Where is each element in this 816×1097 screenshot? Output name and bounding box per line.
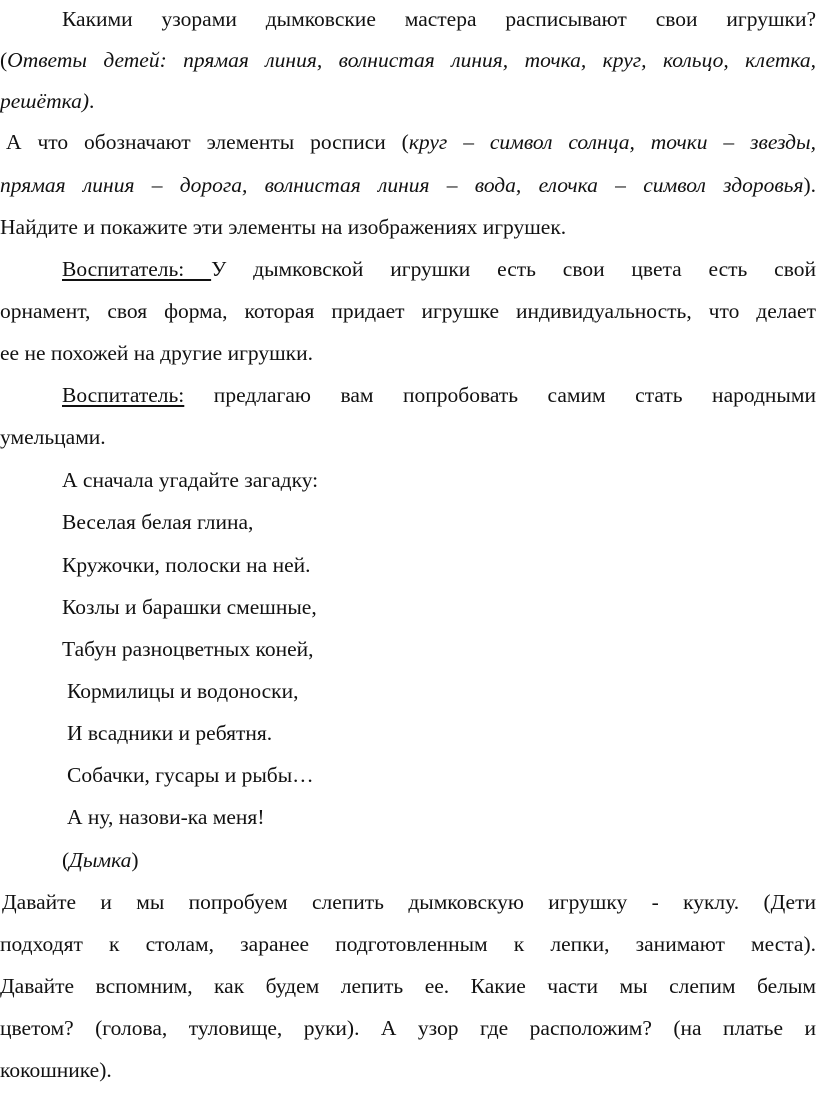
riddle-intro-text: А сначала угадайте загадку: — [62, 468, 319, 492]
teacher-label: Воспитатель: — [62, 257, 212, 281]
answer-line-2 — [0, 86, 816, 116]
elements-line-3 — [0, 212, 816, 242]
teacher2-text-2: умельцами. — [0, 425, 106, 449]
riddle-line-text: Кормилицы и водоноски, — [67, 679, 299, 703]
activity-line-1 — [0, 887, 816, 917]
elements-line-1 — [0, 127, 816, 157]
riddle-line-text: Кружочки, полоски на ней. — [62, 553, 311, 577]
riddle-line — [0, 760, 816, 790]
riddle-line — [0, 802, 816, 832]
teacher-text-2: орнамент, своя форма, которая придает игрушке индивидуальность, что делает — [0, 299, 816, 323]
activity-text-4: цветом? (голова, туловище, руки). А узор где расположим? (на платье и — [0, 1016, 816, 1040]
teacher2-line-2 — [0, 422, 816, 452]
elements-meaning-italic-2: прямая линия – дорога, волнистая линия – вода, елочка – символ здоровья — [0, 173, 804, 197]
riddle-answer-text: Дымка — [69, 848, 132, 872]
teacher2-line-1 — [0, 380, 816, 410]
elements-line-2 — [0, 170, 816, 200]
teacher-line-3 — [0, 338, 816, 368]
period: . — [89, 89, 95, 113]
riddle-answer — [0, 845, 816, 875]
riddle-line — [0, 550, 816, 580]
riddle-line-text: И всадники и ребятня. — [67, 721, 273, 745]
activity-text-3: Давайте вспомним, как будем лепить ее. Какие части мы слепим белым — [0, 974, 816, 998]
find-elements-text: Найдите и покажите эти элементы на изображениях игрушек. — [0, 215, 567, 239]
children-answers-italic: Ответы детей: прямая линия, волнистая линия, точка, круг, кольцо, клетка, — [7, 48, 816, 72]
activity-text-2: подходят к столам, заранее подготовленным к лепки, занимают места). — [0, 932, 816, 956]
riddle-line — [0, 507, 816, 537]
elements-question: А что обозначают элементы росписи ( — [6, 130, 409, 154]
open-paren: ( — [0, 48, 8, 72]
activity-line-3 — [0, 971, 816, 1001]
teacher2-text: предлагаю вам попробовать самим стать народными — [184, 383, 816, 407]
riddle-line — [0, 592, 816, 622]
question-line-1 — [0, 4, 816, 34]
riddle-line — [0, 634, 816, 664]
close-paren: ). — [803, 173, 816, 197]
activity-line-5 — [0, 1055, 816, 1085]
activity-text-1: Давайте и мы попробуем слепить дымковскую игрушку - куклу. (Дети — [2, 890, 816, 914]
answer-open-paren: ( — [62, 848, 70, 872]
riddle-line-text: Табун разноцветных коней, — [62, 637, 314, 661]
question-text: Какими узорами дымковские мастера расписывают свои игрушки? — [62, 7, 816, 31]
children-answers-italic-end: решётка) — [0, 89, 90, 113]
teacher-text: У дымковской игрушки есть свои цвета есть свой — [211, 257, 816, 281]
riddle-line-text: А ну, назови-ка меня! — [67, 805, 265, 829]
answer-line-1 — [0, 45, 816, 75]
activity-line-4 — [0, 1013, 816, 1043]
activity-line-2 — [0, 929, 816, 959]
elements-meaning-italic: круг – символ солнца, точки – звезды, — [408, 130, 816, 154]
riddle-line — [0, 718, 816, 748]
teacher-label-2: Воспитатель: — [62, 383, 185, 407]
teacher-text-3: ее не похожей на другие игрушки. — [0, 341, 313, 365]
answer-close-paren: ) — [131, 848, 139, 872]
riddle-line-text: Собачки, гусары и рыбы… — [67, 763, 314, 787]
teacher-line-2 — [0, 296, 816, 326]
riddle-line-text: Веселая белая глина, — [62, 510, 254, 534]
teacher-line-1 — [0, 254, 816, 284]
riddle-line — [0, 676, 816, 706]
riddle-intro — [0, 465, 816, 495]
riddle-line-text: Козлы и барашки смешные, — [62, 595, 317, 619]
activity-text-5: кокошнике). — [0, 1058, 112, 1082]
